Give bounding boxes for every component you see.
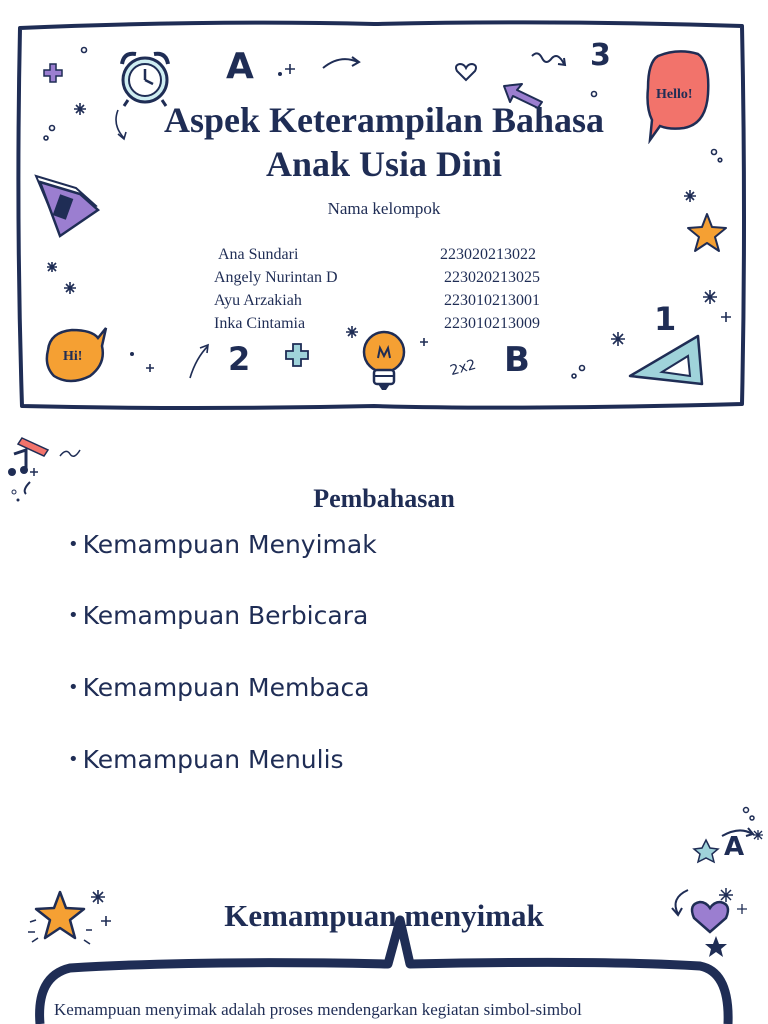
doodle-number-1: 1 [654,300,677,338]
topic-item [68,601,368,630]
doodle-number-2: 2 [228,340,251,378]
section-title: Kemampuan menyimak [224,898,544,933]
slide-title-line2: Anak Usia Dini [265,144,503,184]
hi-text: Hi! [63,349,83,364]
teal-plus-icon [284,342,310,368]
bullet-marker: • [68,534,79,555]
section-body-text: Kemampuan menyimak adalah proses mendengarkan kegiatan simbol-simbol [54,1000,582,1019]
member-name: Inka Cintamia [214,315,306,332]
member-name: Angely Nurintan D [214,269,338,286]
heart-star-doodle [664,800,768,964]
bullet-marker: • [68,605,79,626]
topic-item [68,673,370,702]
bullet-marker: • [68,749,79,770]
doodle-number-3: 3 [590,38,611,73]
member-name: Ana Sundari [218,246,299,263]
topic-label: Kemampuan Membaca [82,673,370,702]
topic-item [68,745,344,774]
triangle-ruler-icon [626,332,706,388]
member-nim: 223010213009 [444,315,540,332]
lightbulb-icon [356,328,412,394]
group-subtitle: Nama kelompok [327,199,441,218]
topic-label: Kemampuan Berbicara [82,601,369,630]
doodle-letter-a: A [226,46,254,87]
member-name: Ayu Arzakiah [214,292,302,309]
section-title: Pembahasan [313,484,455,513]
doodle-math: 2x2 [448,356,478,380]
member-nim: 223010213001 [444,292,540,309]
topic-item [68,530,377,559]
bullet-marker: • [68,677,79,698]
member-nim: 223020213025 [444,269,540,286]
member-nim: 223020213022 [440,246,536,263]
doodle-letter-b: B [504,340,530,380]
hello-text: Hello! [656,87,693,102]
topic-label: Kemampuan Menyimak [82,530,377,559]
doodle-letter-a: A [724,832,745,862]
slide-title-line1: Aspek Keterampilan Bahasa [163,100,605,140]
topic-label: Kemampuan Menulis [82,745,344,774]
